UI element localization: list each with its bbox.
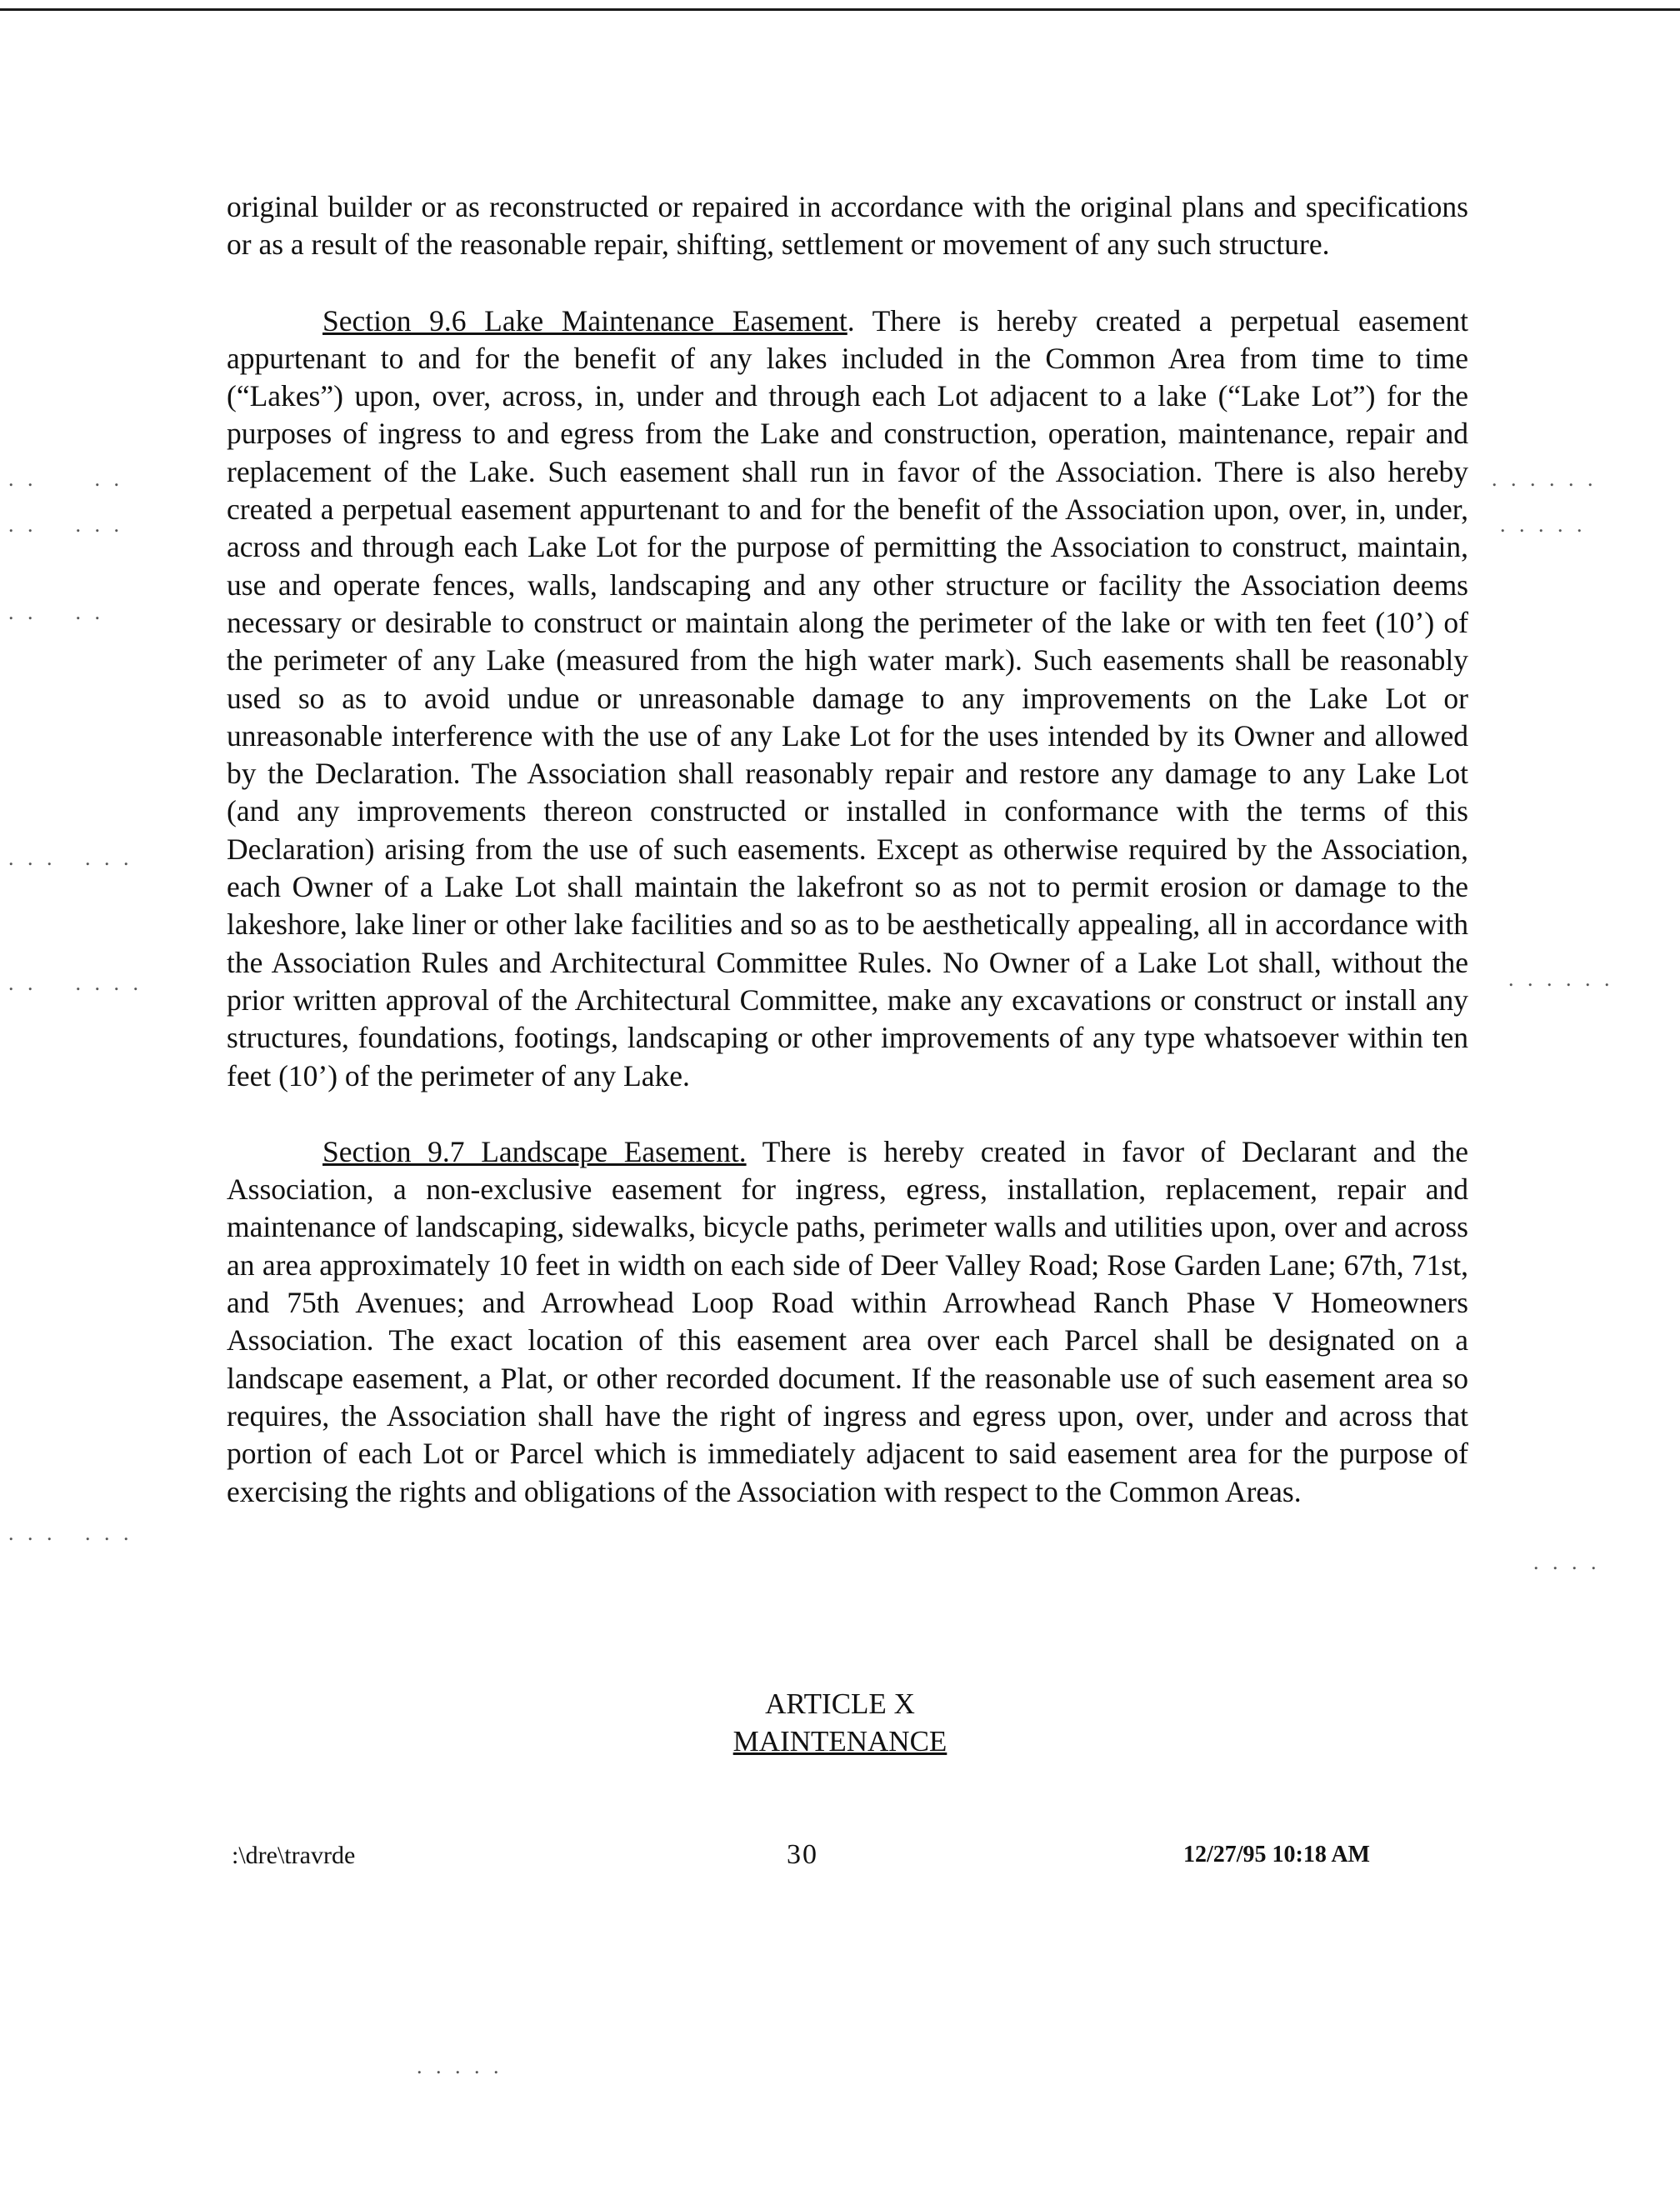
scan-specks: . . . . . . (8, 846, 133, 870)
document-body (227, 188, 1468, 1549)
article-number: ARTICLE X (765, 1688, 915, 1720)
scan-specks: . . . . . . (8, 971, 142, 995)
scan-specks: . . . . . . (8, 1521, 133, 1545)
scan-specks: . . . . . . (1492, 467, 1598, 491)
section-9-6-paragraph (227, 302, 1468, 1095)
article-title: MAINTENANCE (732, 1725, 948, 1758)
footer-timestamp: 12/27/95 10:18 AM (1183, 1842, 1370, 1868)
section-9-7-body: There is hereby created in favor of Declarant and the Association, a non-exclusive easement for ingress, egress, installation, replacement, repair and maintenance of landscaping, sidewalks, bicycle paths, perimeter walls and utilities upon, over and across an area approximately 10 feet in width on each side of Deer Valley Road; Rose Garden Lane; 67th, 71st, and 75th Avenues; and Arrowhead Loop Road within Arrowhead Ranch Phase V Homeowners Association. The exact location of this easement area over each Parcel shall be designated on a landscape easement, a Plat, or other recorded document. If the reasonable use of such easement area so requires, the Association shall have the right of ingress and egress upon, over, under and across that portion of each Lot or Parcel which is immediately adjacent to said easement area for the purpose of exercising the rights and obligations of the Association with respect to the Common Areas. (227, 1134, 1468, 1508)
scan-specks: . . . . (1533, 1550, 1601, 1574)
paragraph-continuation: original builder or as reconstructed or repaired in accordance with the original plans and specifications or as a result of the reasonable repair, shifting, settlement or movement of any such structure. (227, 190, 1468, 262)
section-9-7-heading: Section 9.7 Landscape Easement. (322, 1134, 747, 1168)
section-9-7-paragraph (227, 1133, 1468, 1511)
scan-specks: . . . . (8, 467, 123, 491)
section-9-6-heading: Section 9.6 Lake Maintenance Easement (322, 303, 848, 338)
top-border-rule (0, 8, 1680, 11)
scan-specks: . . . . . (8, 512, 123, 537)
footer-page-number: 30 (787, 1839, 818, 1870)
scan-specks: . . . . (8, 600, 104, 624)
scan-specks: . . . . . (417, 2054, 503, 2078)
section-9-6-body: . There is hereby created a perpetual easement appurtenant to and for the benefit of any lakes included in the Common Area from time to time (“Lakes”) upon, over, across, in, under and through each Lot adjacent to a lake (“Lake Lot”) for the purposes of ingress to and egress from the Lake and construction, operation, maintenance, repair and replacement of the Lake. Such easement shall run in favor of the Association. There is also hereby created a perpetual easement appurtenant to and for the benefit of the Association upon, over, in, under, across and through each Lake Lot for the purpose of permitting the Association to construct, maintain, use and operate fences, walls, landscaping and any other structure or facility the Association deems necessary or desirable to construct or maintain along the perimeter of the lake or with ten feet (10’) of the perimeter of any Lake (measured from the high water mark). Such easements shall be reasonably used so as to avoid undue or unreasonable damage to any improvements on the Lake Lot or unreasonable interference with the use of any Lake Lot for the uses intended by its Owner and allowed by the Declaration. The Association shall reasonably repair and restore any damage to any Lake Lot (and any improvements thereon constructed or installed in conformance with the terms of this Declaration) arising from the use of such easements. Except as otherwise required by the Association, each Owner of a Lake Lot shall maintain the lakefront so as not to permit erosion or damage to the lakeshore, lake liner or other lake facilities and so as to be aesthetically appealing, all in accordance with the Association Rules and Architectural Committee Rules. No Owner of a Lake Lot shall, without the prior written approval of the Architectural Committee, make any excavations or construct or install any structures, foundations, footings, landscaping or other improvements of any type whatsoever within ten feet (10’) of the perimeter of any Lake. (227, 303, 1468, 1092)
footer-file-path: :\dre\travrde (232, 1842, 356, 1869)
scan-specks: . . . . . (1500, 512, 1587, 537)
scan-specks: . . . . . . (1508, 967, 1614, 991)
